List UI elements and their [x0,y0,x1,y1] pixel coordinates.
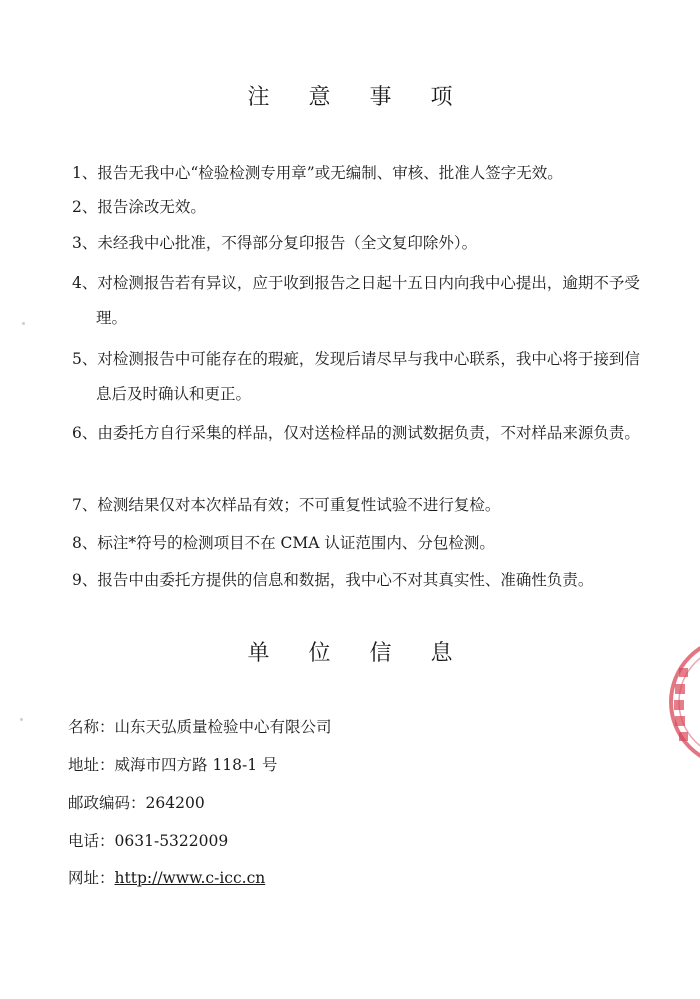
org-website-label: 网址： [68,869,115,887]
org-name-row [68,715,332,739]
notice-item-5: 5、对检测报告中可能存在的瑕疵，发现后请尽早与我中心联系，我中心将于接到信息后及时确认和更正。 [72,350,640,403]
org-website-row [68,866,265,890]
seal-stamp-icon [663,632,700,772]
org-name-label: 名称： [68,718,115,736]
org-postcode-row [68,791,205,815]
org-phone-value: 0631-5322009 [114,832,229,850]
org-postcode-value: 264200 [145,794,205,812]
notice-item-3: 3、未经我中心批准，不得部分复印报告（全文复印除外）。 [72,234,478,252]
org-address-value: 威海市四方路 118-1 号 [114,756,278,774]
notice-item-4: 4、对检测报告若有异议，应于收到报告之日起十五日内向我中心提出，逾期不予受理。 [72,274,640,327]
notice-item-7: 7、检测结果仅对本次样品有效；不可重复性试验不进行复检。 [72,496,501,514]
scan-dot [20,718,23,721]
org-website-link[interactable]: http://www.c-icc.cn [114,869,266,887]
notice-item-9: 9、报告中由委托方提供的信息和数据，我中心不对其真实性、准确性负责。 [72,571,594,589]
org-address-row [68,753,278,777]
notice-item-6: 6、由委托方自行采集的样品，仅对送检样品的测试数据负责，不对样品来源负责。 [72,424,640,442]
notice-item-1: 1、报告无我中心“检验检测专用章”或无编制、审核、批准人签字无效。 [72,164,563,182]
org-address-label: 地址： [68,756,115,774]
org-phone-row [68,829,228,853]
scan-dot [22,322,25,325]
notice-item-2: 2、报告涂改无效。 [72,198,206,216]
org-info-title: 单 位 信 息 [247,641,469,666]
org-name-value: 山东天弘质量检验中心有限公司 [114,718,332,736]
org-phone-label: 电话： [68,832,115,850]
org-postcode-label: 邮政编码： [68,794,146,812]
notice-item-8: 8、标注*符号的检测项目不在 CMA 认证范围内、分包检测。 [72,534,495,552]
notice-title: 注 意 事 项 [247,85,469,110]
